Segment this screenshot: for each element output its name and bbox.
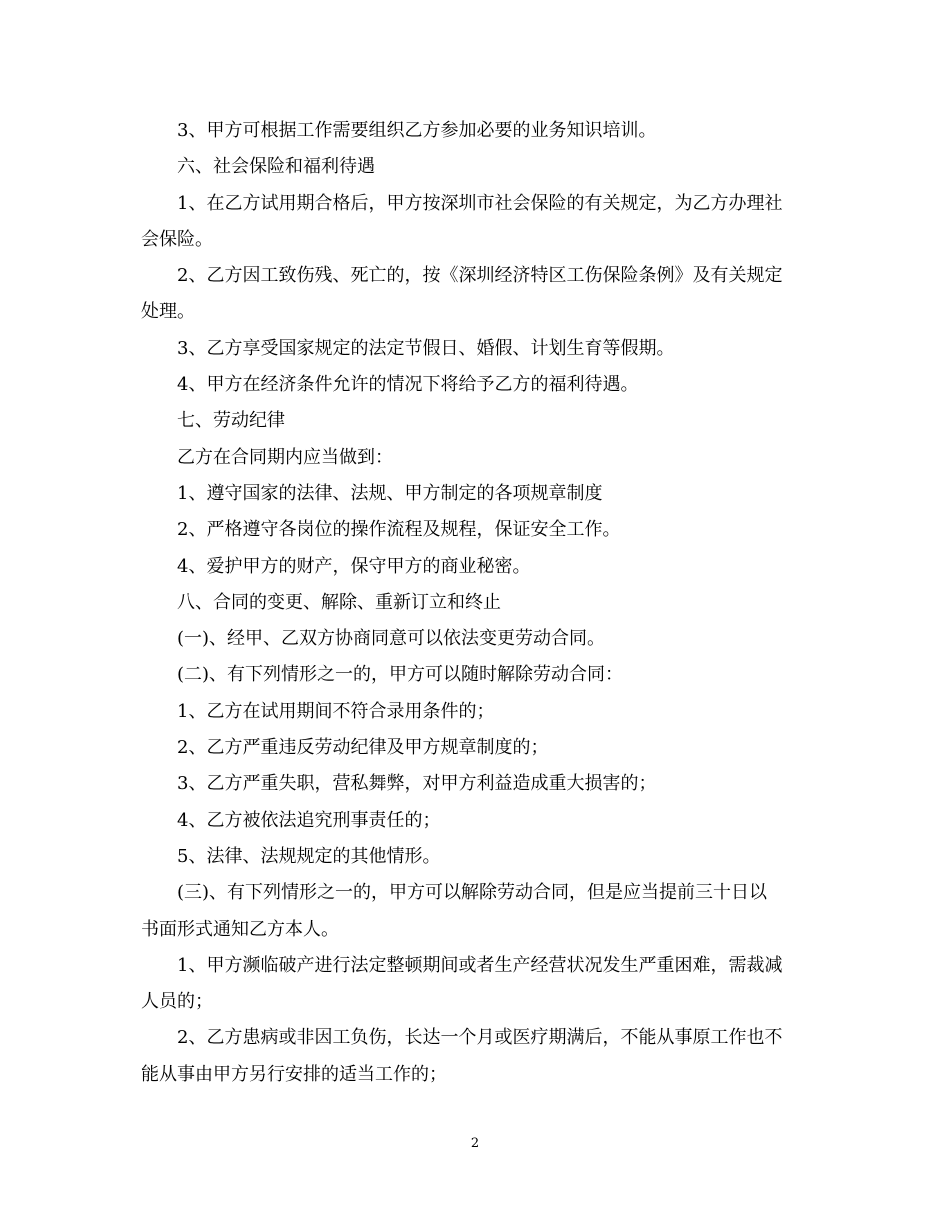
section-heading: 六、社会保险和福利待遇: [177, 156, 375, 178]
paragraph-line: 2、乙方因工致伤残、死亡的，按《深圳经济特区工伤保险条例》及有关规定: [177, 265, 783, 287]
paragraph-line: 会保险。: [141, 228, 213, 250]
section-heading: 七、劳动纪律: [177, 410, 285, 432]
paragraph-line: 1、乙方在试用期间不符合录用条件的；: [177, 700, 495, 722]
paragraph-line: 2、严格遵守各岗位的操作流程及规程，保证安全工作。: [177, 519, 621, 541]
document-body: [0, 113, 950, 1093]
paragraph-line: (一)、经甲、乙双方协商同意可以依法变更劳动合同。: [177, 628, 606, 650]
paragraph-line: 3、甲方可根据工作需要组织乙方参加必要的业务知识培训。: [177, 120, 657, 141]
paragraph-line: 2、乙方严重违反劳动纪律及甲方规章制度的；: [177, 737, 549, 759]
paragraph-line: 4、甲方在经济条件允许的情况下将给予乙方的福利待遇。: [177, 374, 639, 396]
paragraph-line: (二)、有下列情形之一的，甲方可以随时解除劳动合同：: [177, 664, 624, 686]
paragraph-line: 处理。: [141, 301, 195, 323]
paragraph-line: 5、法律、法规规定的其他情形。: [177, 845, 441, 867]
paragraph-line: (三)、有下列情形之一的，甲方可以解除劳动合同，但是应当提前三十日以: [177, 882, 768, 904]
paragraph-line: 书面形式通知乙方本人。: [141, 918, 339, 940]
paragraph-line: 1、在乙方试用期合格后，甲方按深圳市社会保险的有关规定，为乙方办理社: [177, 192, 783, 214]
paragraph-line: 4、乙方被依法追究刑事责任的；: [177, 809, 441, 831]
paragraph-line: 1、遵守国家的法律、法规、甲方制定的各项规章制度: [177, 482, 603, 504]
section-heading: 八、合同的变更、解除、重新订立和终止: [177, 591, 501, 613]
paragraph-line: 4、爱护甲方的财产，保守甲方的商业秘密。: [177, 555, 531, 577]
paragraph-line: 3、乙方严重失职，营私舞弊，对甲方利益造成重大损害的；: [177, 773, 657, 795]
page-number: 2: [470, 1136, 480, 1151]
paragraph-line: 2、乙方患病或非因工负伤，长达一个月或医疗期满后，不能从事原工作也不: [177, 1027, 783, 1049]
paragraph-line: 乙方在合同期内应当做到：: [177, 446, 393, 468]
paragraph-line: 3、乙方享受国家规定的法定节假日、婚假、计划生育等假期。: [177, 337, 675, 359]
paragraph-line: 能从事由甲方另行安排的适当工作的；: [141, 1063, 447, 1085]
paragraph-line: 1、甲方濒临破产进行法定整顿期间或者生产经营状况发生严重困难，需裁减: [177, 954, 783, 976]
paragraph-line: 人员的；: [141, 991, 213, 1013]
